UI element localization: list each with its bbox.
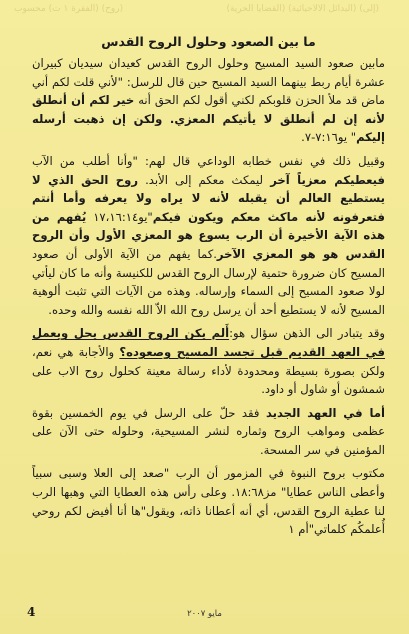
paragraph-5: مكتوب بروح النبوة في المزمور أن الرب "صعد إلى العلا وسبى سبياً وأعطى الناس عطايا" مز١٨:٦٨. وعلى رأس هذه العطايا التي وهبها الرب لنا عطية الروح القدس، أي أنه أعطانا ذاته، ويقول"ها أنا أفيض لكم روحي أُعلمكُم كلماتي"أم ١	[32, 466, 385, 537]
p3-text-a: وقد يتبادر الى الذهن سؤال هو:	[229, 326, 385, 341]
p3-bold-question: أَلم يكن الروح القدس يحل ويعمل في العهد القديم قبل تجسد المسيح وصعوده؟	[32, 326, 386, 359]
faint-header-left: (روح) (الفقرة ١ ت) محسوب	[14, 4, 124, 14]
p3-text-c: والأجابة هي نعم، ولكن بصورة بسيطة ومحدودة لأداء رسالة معينة كحلول روح الاب على شمشون أو شاول أو داود.	[32, 344, 385, 397]
p2-text-g: .كما يفهم من الآية الأولى أن صعود المسيح كان ضرورة حتمية لإرسال الروح القدس للكنيسة وأنه ما كان ليأتي لولا صعود المسيح إلى السماء وإرساله. وهذه من الآيات التي تثبت ألوهية المسيح لأنه لا يستطيع أحد أن يرسل روح الله الاّ الله نفسه والله وحده.	[32, 246, 385, 317]
p4-bold-a: أما في العهد الجديد	[265, 405, 385, 420]
p2-bold-d: روح الحق الذي لا يستطيع العالم أن يقبله لأنه لا يراه ولا يعرفه وأما أنتم فتعرفونه لأنه ماكث معكم ويكون فيكم	[32, 172, 385, 224]
p2-text-c: ليمكث معكم إلى الأبد.	[138, 172, 271, 187]
paragraph-1	[32, 54, 385, 147]
p2-bold-a: فيعطيكم معزياً آخر	[270, 172, 385, 187]
p2-text-a: وقبيل ذلك في نفس خطابه الوداعي قال لهم: "وأنا أطلب من الآب	[32, 153, 385, 168]
p1-text-a: مابين صعود السيد المسيح وحلول الروح القدس كعيدان سيديان كبيران عشرة أيام ربط بينهما السيد المسيح حين قال للرسل: "لأني قلت لكم أني ماض قد ملأ الحزن قلوبكم لكني أقول لكم الحق أنه	[32, 56, 385, 108]
p4-text-b: فقد حلّ على الرسل في يوم الخمسين بقوة عظمى ومواهب الروح وثماره لنشر المسيحية، وحلوله حتى الآن على المؤمنين في سر المسحة.	[32, 405, 385, 457]
article-body	[32, 33, 385, 542]
footer-date: مايو ٢٠٠٧	[187, 609, 222, 619]
page-number: 4	[27, 605, 36, 619]
p1-bold-quote: خير لكم أن أنطلق لأنه إن لم أنطلق لا يأتيكم المعزي. ولكن إن ذهبت أرسله إليكم	[32, 93, 385, 145]
paragraph-2	[32, 152, 385, 319]
faint-header-right: (إلى) (البدائل الالاحيائية) (القضايا الحرية)	[226, 4, 379, 14]
paragraph-4	[32, 404, 385, 460]
p1-reference: " يو٧:١٦-٧.	[301, 130, 357, 145]
paragraph-3	[32, 324, 385, 398]
faint-bleedthrough-header	[0, 0, 409, 26]
p2-bold-f: يُفهم من هذه الآية الأخيرة أن الرب يسوع هو المعزي الأول وأن الروح القدس هو هو المعزي الآخر	[32, 209, 385, 261]
page-title: ما بين الصعود وحلول الروح القدس	[101, 34, 316, 49]
p2-reference: "يو١٧،١٦:١٤	[86, 209, 153, 224]
